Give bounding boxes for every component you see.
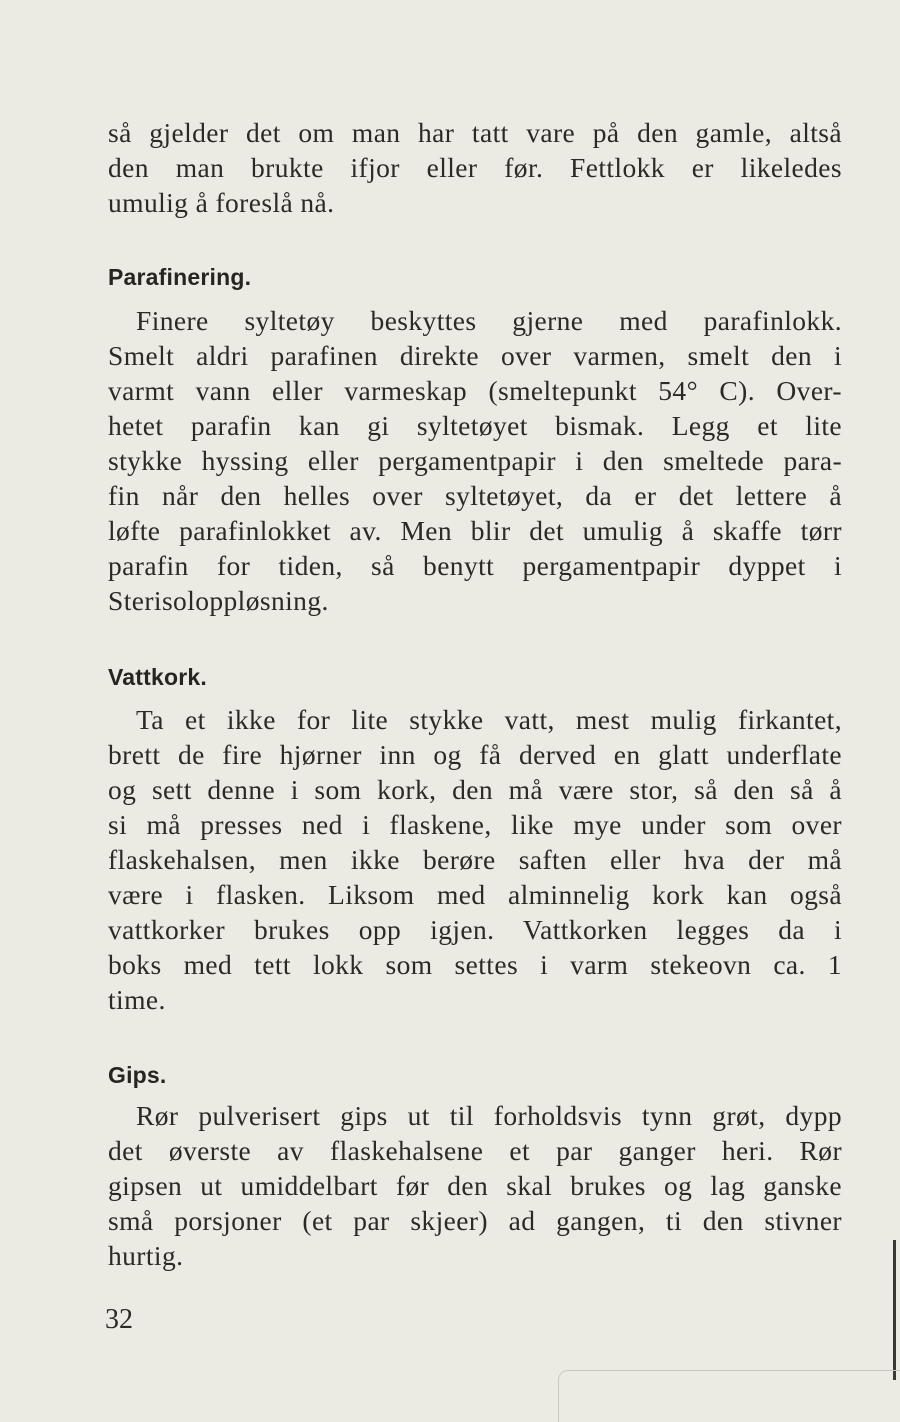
- text-line: løfte parafinlokket av. Men blir det umulig å skaffe tørr: [108, 515, 842, 546]
- text-line: stykke hyssing eller pergamentpapir i den smeltede para-: [108, 445, 842, 476]
- text-line: si må presses ned i flaskene, like mye under som over: [108, 809, 842, 840]
- text-line: Rør pulverisert gips ut til forholdsvis tynn grøt, dypp: [136, 1100, 842, 1131]
- text-line: vattkorker brukes opp igjen. Vattkorken legges da i: [108, 914, 842, 945]
- text-line: så gjelder det om man har tatt vare på den gamle, altså: [108, 117, 842, 148]
- scan-corner-outline: [558, 1370, 900, 1422]
- text-line: den man brukte ifjor eller før. Fettlokk er likeledes: [108, 152, 842, 183]
- text-line: små porsjoner (et par skjeer) ad gangen, ti den stivner: [108, 1205, 842, 1236]
- text-line: Smelt aldri parafinen direkte over varmen, smelt den i: [108, 340, 842, 371]
- section-heading: Parafinering.: [108, 264, 252, 290]
- text-line: Ta et ikke for lite stykke vatt, mest mulig firkantet,: [136, 704, 842, 735]
- text-line: Finere syltetøy beskyttes gjerne med parafinlokk.: [136, 305, 842, 336]
- text-line: det øverste av flaskehalsene et par ganger heri. Rør: [108, 1135, 842, 1166]
- text-line: brett de fire hjørner inn og få derved en glatt underflate: [108, 739, 842, 770]
- text-line: være i flasken. Liksom med alminnelig kork kan også: [108, 879, 842, 910]
- text-line: og sett denne i som kork, den må være stor, så den så å: [108, 774, 842, 805]
- text-line: Sterisoloppløsning.: [108, 585, 329, 616]
- text-line: varmt vann eller varmeskap (smeltepunkt 54° C). Over-: [108, 375, 842, 406]
- text-line: time.: [108, 984, 166, 1015]
- section-heading: Vattkork.: [108, 664, 207, 690]
- text-line: parafin for tiden, så benytt pergamentpapir dyppet i: [108, 550, 842, 581]
- page-number: 32: [105, 1304, 133, 1335]
- text-line: fin når den helles over syltetøyet, da er det lettere å: [108, 480, 842, 511]
- text-line: gipsen ut umiddelbart før den skal brukes og lag ganske: [108, 1170, 842, 1201]
- text-line: umulig å foreslå nå.: [108, 187, 335, 218]
- text-line: hetet parafin kan gi syltetøyet bismak. Legg et lite: [108, 410, 842, 441]
- text-line: boks med tett lokk som settes i varm stekeovn ca. 1: [108, 949, 842, 980]
- text-line: hurtig.: [108, 1240, 184, 1271]
- scan-edge-mark: [893, 1240, 896, 1380]
- section-heading: Gips.: [108, 1062, 167, 1088]
- text-line: flaskehalsen, men ikke berøre saften eller hva der må: [108, 844, 842, 875]
